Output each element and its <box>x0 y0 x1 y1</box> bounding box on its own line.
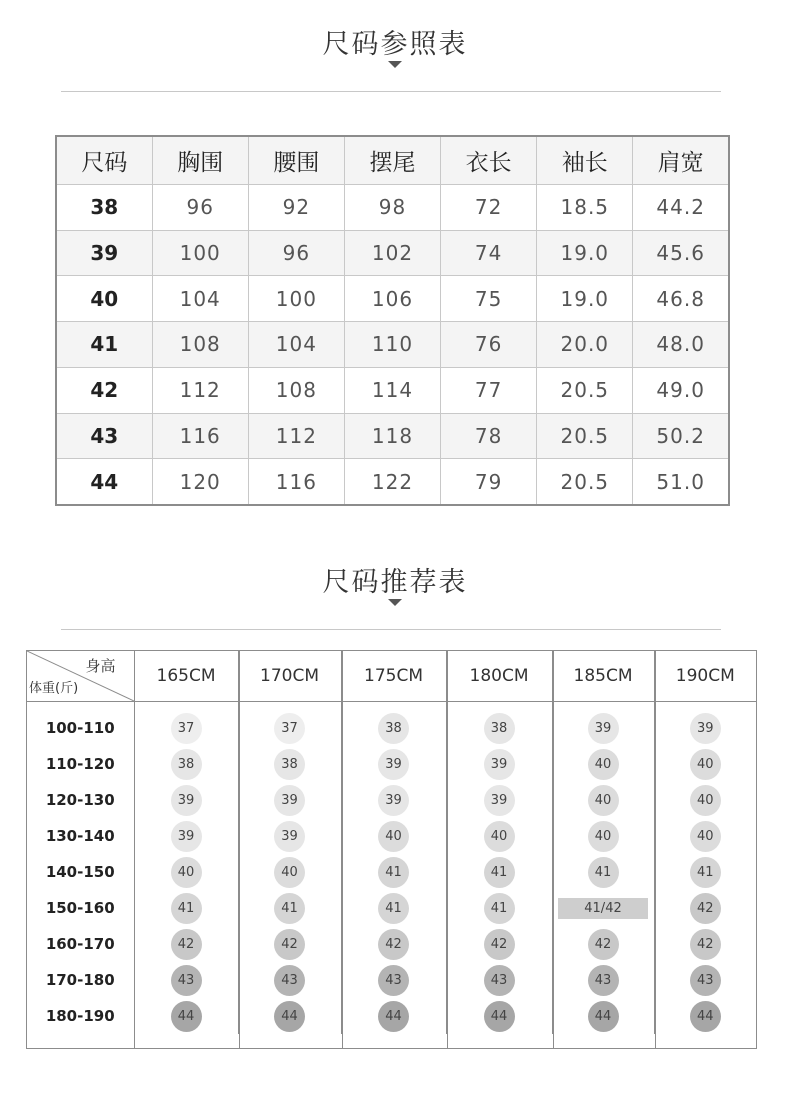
size-circle-badge: 39 <box>588 713 619 744</box>
size-recommendation-cell <box>341 818 446 854</box>
measurement-cell: 100 <box>248 276 344 322</box>
size-circle-badge: 39 <box>274 785 305 816</box>
size-recommendation-cell <box>238 854 341 890</box>
size-recommendation-cell <box>238 998 341 1034</box>
measurement-cell: 19.0 <box>537 276 633 322</box>
size-circle-badge: 39 <box>484 785 515 816</box>
reference-header-cell: 腰围 <box>248 136 344 185</box>
size-recommendation-cell <box>446 782 552 818</box>
size-circle-badge: 40 <box>690 749 721 780</box>
table-row <box>56 230 729 276</box>
measurement-cell: 51.0 <box>633 459 729 505</box>
size-recommendation-cell <box>341 854 446 890</box>
reference-title: 尺码参照表 <box>322 29 468 60</box>
size-circle-badge: 43 <box>378 965 409 996</box>
size-recommendation-table <box>26 650 757 1049</box>
size-circle-badge: 40 <box>484 821 515 852</box>
table-row <box>56 367 729 413</box>
size-recommendation-cell <box>446 926 552 962</box>
size-circle-badge: 38 <box>274 749 305 780</box>
measurement-cell: 75 <box>441 276 537 322</box>
reference-header-cell: 肩宽 <box>633 136 729 185</box>
size-circle-badge: 37 <box>171 713 202 744</box>
weight-cell: 100-110 <box>45 719 115 737</box>
size-recommendation-cell <box>654 818 756 854</box>
column-divider <box>655 651 656 1048</box>
size-recommendation-cell <box>341 782 446 818</box>
size-recommendation-cell <box>134 818 238 854</box>
measurement-cell: 44.2 <box>633 185 729 231</box>
measurement-cell: 19.0 <box>537 230 633 276</box>
height-header-cell: 170CM <box>238 651 341 702</box>
measurement-cell: 112 <box>152 367 248 413</box>
size-circle-badge: 44 <box>588 1001 619 1032</box>
measurement-cell: 118 <box>344 413 440 459</box>
size-recommendation-cell <box>341 962 446 998</box>
reference-header-cell: 胸围 <box>152 136 248 185</box>
size-circle-badge: 38 <box>378 713 409 744</box>
weight-cell: 180-190 <box>45 1007 115 1025</box>
measurement-cell: 108 <box>248 367 344 413</box>
size-recommendation-cell <box>654 746 756 782</box>
size-cell: 43 <box>56 413 152 459</box>
measurement-cell: 108 <box>152 322 248 368</box>
size-cell: 40 <box>56 276 152 322</box>
measurement-cell: 77 <box>441 367 537 413</box>
column-divider <box>134 651 135 1048</box>
size-circle-badge: 43 <box>588 965 619 996</box>
size-circle-badge: 40 <box>690 821 721 852</box>
measurement-cell: 79 <box>441 459 537 505</box>
size-recommendation-cell <box>552 746 654 782</box>
column-divider <box>239 651 240 1048</box>
size-circle-badge: 41 <box>171 893 202 924</box>
measurement-cell: 20.5 <box>537 459 633 505</box>
size-circle-badge: 39 <box>274 821 305 852</box>
measurement-cell: 116 <box>152 413 248 459</box>
recommend-title: 尺码推荐表 <box>322 567 468 598</box>
reference-header-cell: 尺码 <box>56 136 152 185</box>
table-row <box>27 962 756 998</box>
table-row <box>27 998 756 1034</box>
size-reference-table <box>55 135 730 506</box>
column-divider <box>447 651 448 1048</box>
size-recommendation-cell <box>341 890 446 926</box>
size-circle-badge: 40 <box>690 785 721 816</box>
size-circle-badge: 41 <box>484 857 515 888</box>
measurement-cell: 20.5 <box>537 367 633 413</box>
size-circle-badge: 43 <box>171 965 202 996</box>
measurement-cell: 96 <box>152 185 248 231</box>
size-circle-badge: 41 <box>484 893 515 924</box>
size-recommendation-cell <box>341 998 446 1034</box>
size-circle-badge: 44 <box>274 1001 305 1032</box>
size-circle-badge: 41 <box>588 857 619 888</box>
measurement-cell: 98 <box>344 185 440 231</box>
measurement-cell: 48.0 <box>633 322 729 368</box>
size-circle-badge: 40 <box>588 749 619 780</box>
table-row <box>27 854 756 890</box>
size-recommendation-cell <box>654 926 756 962</box>
size-recommendation-cell <box>654 890 756 926</box>
measurement-cell: 45.6 <box>633 230 729 276</box>
reference-header-cell: 袖长 <box>537 136 633 185</box>
measurement-cell: 104 <box>248 322 344 368</box>
size-recommendation-cell <box>341 702 446 747</box>
weight-cell: 110-120 <box>45 755 115 773</box>
measurement-cell: 112 <box>248 413 344 459</box>
size-recommendation-cell <box>552 890 654 926</box>
size-circle-badge: 42 <box>484 929 515 960</box>
size-recommendation-cell <box>654 962 756 998</box>
column-divider <box>342 651 343 1048</box>
size-recommendation-cell <box>446 890 552 926</box>
size-circle-badge: 39 <box>171 785 202 816</box>
height-header-cell: 180CM <box>446 651 552 702</box>
measurement-cell: 120 <box>152 459 248 505</box>
size-circle-badge: 41 <box>690 857 721 888</box>
measurement-cell: 78 <box>441 413 537 459</box>
size-recommendation-cell <box>654 854 756 890</box>
size-rect-badge: 41/42 <box>558 898 648 919</box>
recommend-title-arrow-icon <box>388 599 402 606</box>
size-circle-badge: 42 <box>690 893 721 924</box>
size-recommendation-cell <box>238 890 341 926</box>
measurement-cell: 96 <box>248 230 344 276</box>
size-recommendation-cell <box>238 746 341 782</box>
size-recommendation-cell <box>341 746 446 782</box>
measurement-cell: 18.5 <box>537 185 633 231</box>
size-circle-badge: 44 <box>171 1001 202 1032</box>
size-cell: 44 <box>56 459 152 505</box>
size-circle-badge: 40 <box>171 857 202 888</box>
size-recommendation-cell <box>654 998 756 1034</box>
measurement-cell: 46.8 <box>633 276 729 322</box>
reference-header-row <box>56 136 729 185</box>
size-circle-badge: 42 <box>274 929 305 960</box>
size-circle-badge: 39 <box>378 785 409 816</box>
size-recommendation-cell <box>446 818 552 854</box>
size-recommendation-cell <box>238 818 341 854</box>
column-divider <box>553 651 554 1048</box>
measurement-cell: 20.0 <box>537 322 633 368</box>
size-recommendation-cell <box>446 746 552 782</box>
size-recommendation-cell <box>134 962 238 998</box>
size-circle-badge: 39 <box>378 749 409 780</box>
size-recommendation-cell <box>238 782 341 818</box>
table-row <box>27 702 756 747</box>
table-row <box>27 926 756 962</box>
size-recommendation-cell <box>134 926 238 962</box>
measurement-cell: 100 <box>152 230 248 276</box>
size-circle-badge: 40 <box>274 857 305 888</box>
size-circle-badge: 41 <box>378 893 409 924</box>
recommend-divider <box>61 629 721 630</box>
corner-cell <box>27 651 134 702</box>
size-circle-badge: 40 <box>588 821 619 852</box>
size-cell: 41 <box>56 322 152 368</box>
size-recommendation-cell <box>552 854 654 890</box>
size-recommendation-cell <box>134 998 238 1034</box>
table-row <box>27 890 756 926</box>
height-header-cell: 185CM <box>552 651 654 702</box>
size-circle-badge: 40 <box>588 785 619 816</box>
size-circle-badge: 37 <box>274 713 305 744</box>
size-recommendation-cell <box>238 926 341 962</box>
height-header-cell: 175CM <box>341 651 446 702</box>
reference-divider <box>61 91 721 92</box>
table-row <box>56 185 729 231</box>
table-row <box>56 322 729 368</box>
weight-cell: 170-180 <box>45 971 115 989</box>
size-recommendation-cell <box>238 702 341 747</box>
size-recommendation-cell <box>134 702 238 747</box>
size-circle-badge: 39 <box>484 749 515 780</box>
weight-cell: 130-140 <box>45 827 115 845</box>
size-circle-badge: 44 <box>690 1001 721 1032</box>
measurement-cell: 104 <box>152 276 248 322</box>
weight-cell: 140-150 <box>45 863 115 881</box>
height-header-cell: 190CM <box>654 651 756 702</box>
corner-height-label: 身高 <box>85 657 116 675</box>
measurement-cell: 72 <box>441 185 537 231</box>
reference-title-arrow-icon <box>388 61 402 68</box>
size-recommendation-cell <box>341 926 446 962</box>
size-recommendation-cell <box>552 926 654 962</box>
measurement-cell: 76 <box>441 322 537 368</box>
size-circle-badge: 44 <box>378 1001 409 1032</box>
reference-header-cell: 衣长 <box>441 136 537 185</box>
weight-cell: 160-170 <box>45 935 115 953</box>
table-row <box>27 782 756 818</box>
measurement-cell: 110 <box>344 322 440 368</box>
table-row <box>27 746 756 782</box>
size-circle-badge: 39 <box>690 713 721 744</box>
size-recommendation-cell <box>552 962 654 998</box>
size-recommendation-cell <box>134 890 238 926</box>
size-recommendation-cell <box>446 702 552 747</box>
size-circle-badge: 42 <box>690 929 721 960</box>
reference-body <box>56 185 729 506</box>
table-row <box>27 818 756 854</box>
size-circle-badge: 40 <box>378 821 409 852</box>
recommend-body <box>27 702 756 1035</box>
table-row <box>56 413 729 459</box>
size-recommendation-cell <box>134 854 238 890</box>
size-recommendation-cell <box>446 962 552 998</box>
measurement-cell: 106 <box>344 276 440 322</box>
size-recommendation-cell <box>654 782 756 818</box>
size-recommendation-cell <box>134 782 238 818</box>
size-circle-badge: 38 <box>171 749 202 780</box>
measurement-cell: 102 <box>344 230 440 276</box>
size-cell: 38 <box>56 185 152 231</box>
size-circle-badge: 43 <box>274 965 305 996</box>
measurement-cell: 92 <box>248 185 344 231</box>
measurement-cell: 74 <box>441 230 537 276</box>
measurement-cell: 20.5 <box>537 413 633 459</box>
size-recommendation-cell <box>552 782 654 818</box>
corner-weight-label: 体重(斤) <box>29 681 79 696</box>
size-circle-badge: 42 <box>378 929 409 960</box>
weight-cell: 150-160 <box>45 899 115 917</box>
measurement-cell: 49.0 <box>633 367 729 413</box>
size-circle-badge: 41 <box>274 893 305 924</box>
size-circle-badge: 42 <box>171 929 202 960</box>
size-circle-badge: 41 <box>378 857 409 888</box>
size-circle-badge: 43 <box>484 965 515 996</box>
measurement-cell: 114 <box>344 367 440 413</box>
size-cell: 39 <box>56 230 152 276</box>
size-recommendation-cell <box>446 854 552 890</box>
recommend-header-row <box>27 651 756 702</box>
reference-header-cell: 摆尾 <box>344 136 440 185</box>
measurement-cell: 50.2 <box>633 413 729 459</box>
size-recommendation-cell <box>552 818 654 854</box>
measurement-cell: 116 <box>248 459 344 505</box>
size-circle-badge: 43 <box>690 965 721 996</box>
table-row <box>56 459 729 505</box>
size-recommendation-cell <box>446 998 552 1034</box>
size-cell: 42 <box>56 367 152 413</box>
size-recommendation-cell <box>654 702 756 747</box>
height-header-cell: 165CM <box>134 651 238 702</box>
size-circle-badge: 42 <box>588 929 619 960</box>
measurement-cell: 122 <box>344 459 440 505</box>
weight-cell: 120-130 <box>45 791 115 809</box>
table-row <box>56 276 729 322</box>
size-recommendation-cell <box>134 746 238 782</box>
size-circle-badge: 39 <box>171 821 202 852</box>
size-recommendation-cell <box>238 962 341 998</box>
size-circle-badge: 38 <box>484 713 515 744</box>
size-recommendation-cell <box>552 998 654 1034</box>
size-recommendation-cell <box>552 702 654 747</box>
size-circle-badge: 44 <box>484 1001 515 1032</box>
